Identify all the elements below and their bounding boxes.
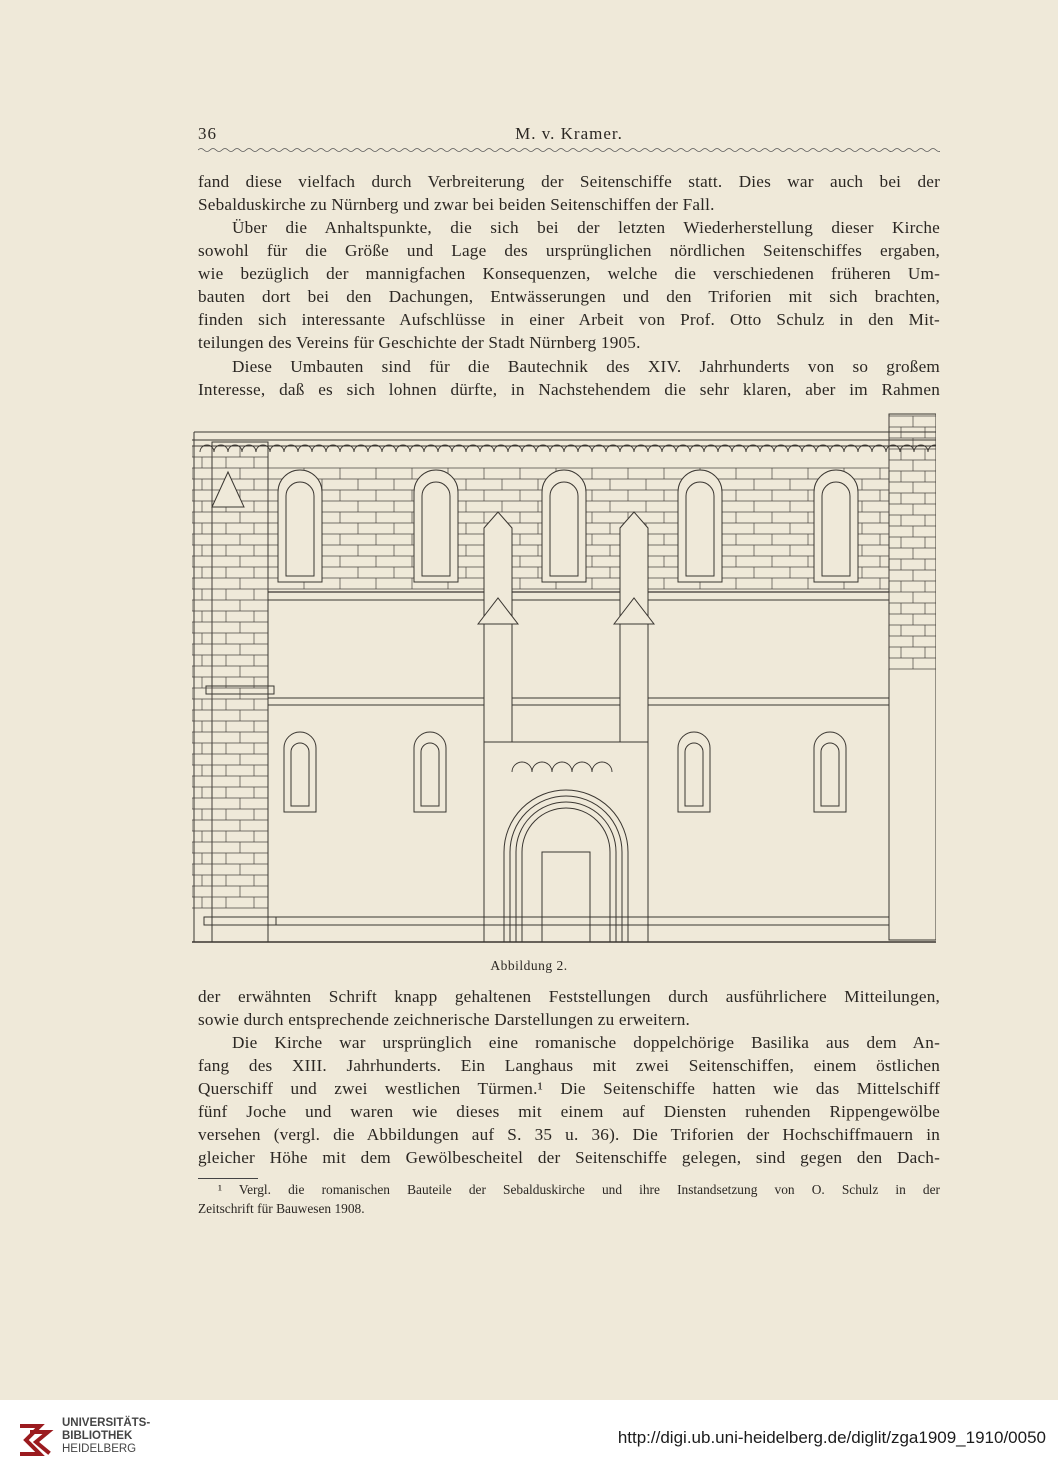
text-line: Interesse, daß es sich lohnen dürfte, in Nachstehendem die sehr klaren, aber im Rahmen [198,380,940,400]
page-number: 36 [198,124,217,143]
paragraph-5 [198,1031,940,1170]
text-line: gleicher Höhe mit dem Gewölbescheitel der Seitenschiffe gelegen, sind gegen den Dach- [198,1148,940,1168]
footnote-line: ¹ Vergl. die romanischen Bauteile der Sebalduskirche und ihre Instandsetzung von O. Schulz in der [218,1182,940,1197]
library-line-1: UNIVERSITÄTS- [62,1417,151,1429]
text-line: sowohl für die Größe und Lage des ursprünglichen nördlichen Seitenschiffes ergaben, [198,241,940,261]
paragraph-1 [198,170,940,216]
text-line: versehen (vergl. die Abbildungen auf S. 35 u. 36). Die Triforien der Hochschiffmauern in [198,1125,940,1145]
text-line: sowie durch entsprechende zeichnerische Darstellungen zu erweitern. [198,1010,691,1030]
library-line-3: HEIDELBERG [62,1443,137,1455]
library-line-2: BIBLIOTHEK [62,1430,133,1442]
footer-bar [0,1400,1058,1480]
church-elevation-drawing [192,412,936,947]
running-header [198,124,940,148]
paragraph-2 [198,216,940,355]
document-url-link[interactable]: http://digi.ub.uni-heidelberg.de/diglit/zga1909_1910/0050 [617,1428,1046,1447]
text-line: bauten dort bei den Dachungen, Entwässerungen und den Triforien mit sich brachten, [198,287,940,307]
library-name[interactable] [62,1417,150,1456]
text-line: wie bezüglich der mannigfachen Konsequenzen, welche die verschiedenen früheren Um- [198,264,940,284]
university-library-logo-icon[interactable] [16,1420,56,1460]
running-head-author: M. v. Kramer. [515,124,623,143]
paragraph-3 [198,355,940,401]
text-line: finden sich interessante Aufschlüsse in einer Arbeit von Prof. Otto Schulz in den Mit- [198,310,940,330]
text-line: Sebalduskirche zu Nürnberg und zwar bei beiden Seitenschiffen der Fall. [198,195,715,215]
text-line: Querschiff und zwei westlichen Türmen.¹ Die Seitenschiffe hatten wie das Mittelschiff [198,1079,940,1099]
text-line: Die Kirche war ursprünglich eine romanische doppelchörige Basilika aus dem An- [232,1033,940,1052]
footnote-line: Zeitschrift für Bauwesen 1908. [198,1201,365,1216]
figure-caption: Abbildung 2. [490,958,568,973]
footnote [198,1180,940,1218]
text-line: der erwähnten Schrift knapp gehaltenen Feststellungen durch ausführlichere Mitteilungen, [198,987,940,1006]
text-line: teilungen des Vereins für Geschichte der Stadt Nürnberg 1905. [198,333,641,353]
header-wavy-rule [198,146,940,154]
text-line: Diese Umbauten sind für die Bautechnik des XIV. Jahrhunderts von so großem [232,357,940,376]
text-line: Über die Anhaltspunkte, die sich bei der letzten Wiederherstellung dieser Kirche [232,218,940,237]
footnote-divider [198,1178,258,1179]
text-line: fand diese vielfach durch Verbreiterung der Seitenschiffe statt. Dies war auch bei der [198,172,940,191]
paragraph-4 [198,985,940,1031]
text-line: fang des XIII. Jahrhunderts. Ein Langhaus mit zwei Seitenschiffen, einem östlichen [198,1056,940,1076]
text-line: fünf Joche und waren wie dieses mit einem auf Diensten ruhenden Rippengewölbe [198,1102,940,1122]
